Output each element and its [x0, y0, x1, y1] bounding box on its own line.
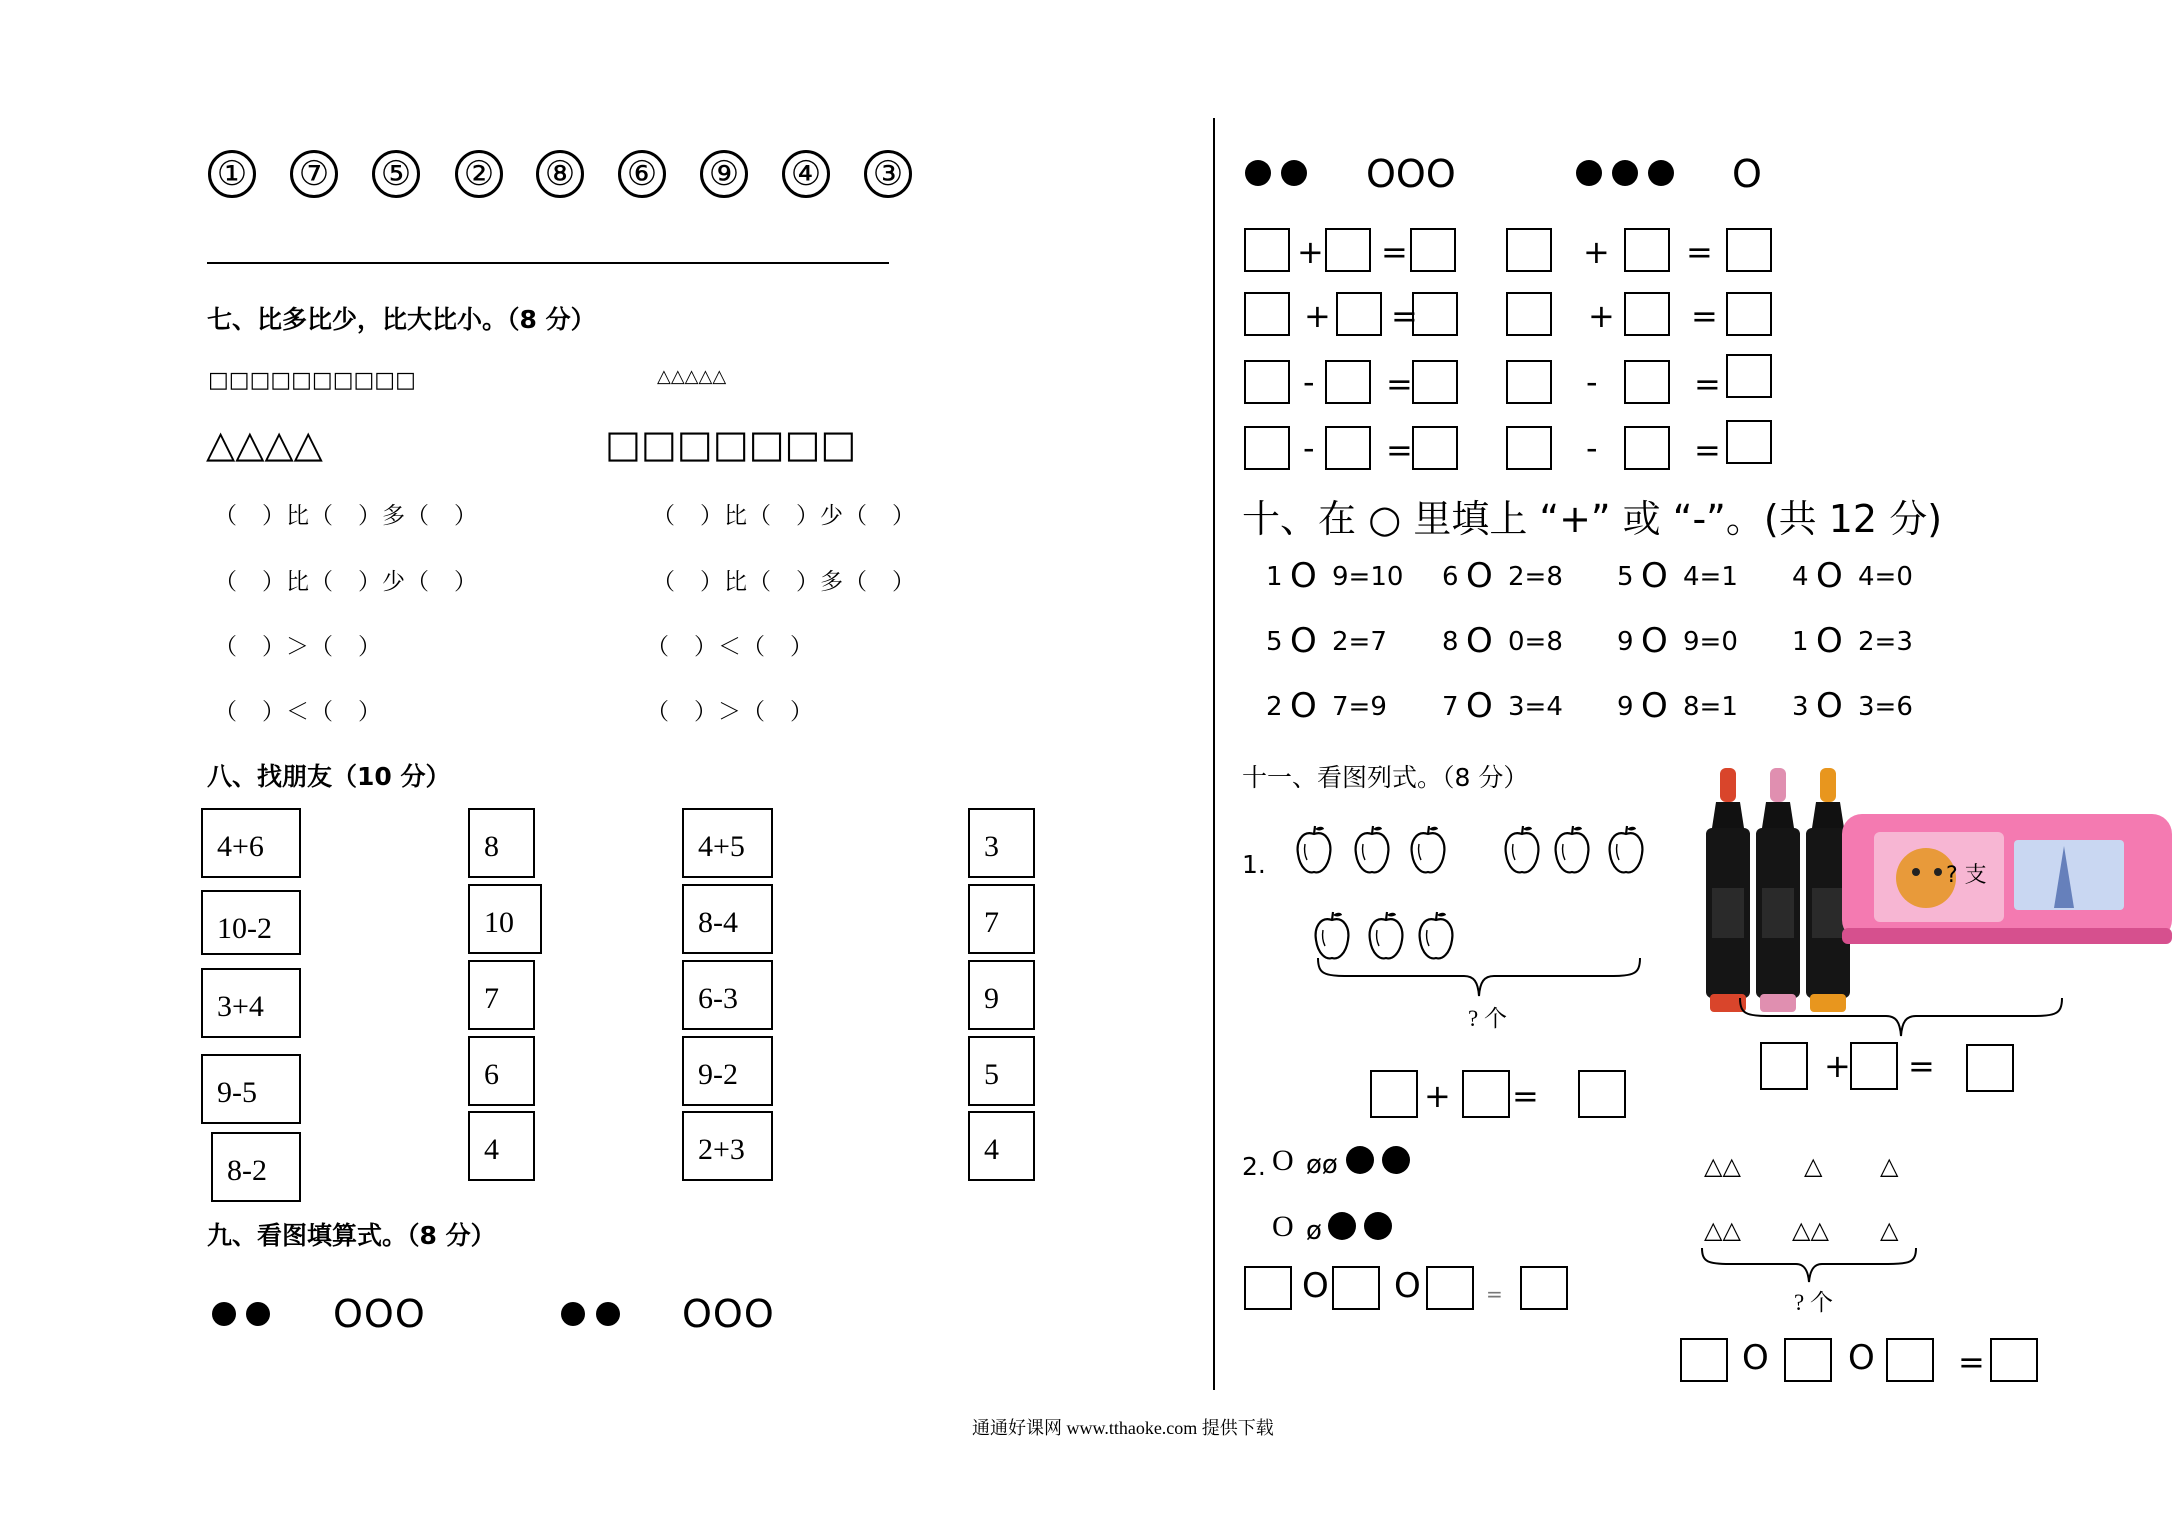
- equals-sign: =: [1694, 431, 1721, 469]
- match-box[interactable]: [968, 1036, 1035, 1106]
- triangle-group: △: [1880, 1152, 1899, 1180]
- equals-sign: =: [1512, 1077, 1539, 1115]
- compare-left-1: （ ）比（ ）多（ ）: [214, 503, 478, 529]
- apples-illustration: [1290, 818, 1660, 968]
- match-box[interactable]: [201, 808, 301, 878]
- answer-box[interactable]: [1506, 228, 1552, 272]
- sign-fill-result: 7=9: [1332, 692, 1387, 722]
- answer-box[interactable]: [1412, 426, 1458, 470]
- answer-box[interactable]: [1886, 1338, 1934, 1382]
- compare-right-2: （ ）比（ ）多（ ）: [652, 569, 916, 595]
- operator-circle[interactable]: O: [1816, 686, 1843, 726]
- brace: [1738, 996, 2064, 1042]
- sign-fill-first-number: 9: [1617, 627, 1634, 657]
- sign-fill-result: 2=7: [1332, 627, 1387, 657]
- minus-sign: -: [1303, 363, 1315, 401]
- match-box[interactable]: [682, 960, 773, 1030]
- plus-sign: +: [1583, 233, 1610, 271]
- section8-title: 八、找朋友（10 分）: [207, 762, 451, 791]
- apple-icon: [1420, 912, 1453, 958]
- sign-fill-first-number: 8: [1442, 627, 1459, 657]
- match-box[interactable]: [468, 1111, 535, 1181]
- filled-dot: [1281, 160, 1307, 186]
- question-label: 2.: [1242, 1152, 1266, 1181]
- filled-dot: [1346, 1146, 1374, 1174]
- match-box[interactable]: [468, 884, 542, 954]
- minus-sign: -: [1303, 429, 1315, 467]
- match-box-text: 7: [984, 906, 999, 939]
- match-box[interactable]: [468, 960, 535, 1030]
- circled-number: ⑥: [618, 150, 666, 198]
- answer-box[interactable]: [1760, 1042, 1808, 1090]
- answer-box[interactable]: [1966, 1044, 2014, 1092]
- circled-number: ③: [864, 150, 912, 198]
- match-box-text: 4+6: [217, 830, 264, 863]
- answer-box[interactable]: [1336, 292, 1382, 336]
- apple-icon: [1610, 826, 1643, 872]
- sign-fill-result: 3=6: [1858, 692, 1913, 722]
- answer-box[interactable]: [1520, 1266, 1568, 1310]
- match-box-text: 9: [984, 982, 999, 1015]
- crossed-circle: ø: [1306, 1216, 1322, 1246]
- match-box-text: 3+4: [217, 990, 264, 1023]
- match-box[interactable]: [682, 884, 773, 954]
- answer-box[interactable]: [1726, 420, 1772, 464]
- answer-box[interactable]: [1726, 354, 1772, 398]
- plus-sign: +: [1588, 297, 1615, 335]
- question-count: ? 个: [1794, 1290, 1833, 1315]
- plus-sign: +: [1297, 233, 1324, 271]
- match-box[interactable]: [201, 890, 301, 955]
- match-box-text: 10-2: [217, 912, 272, 945]
- section7-title: 七、比多比少，比大比小。（8 分）: [207, 305, 596, 334]
- answer-box[interactable]: [1325, 228, 1371, 272]
- filled-dot: [246, 1302, 270, 1326]
- filled-dot: [1245, 160, 1271, 186]
- match-box-text: 6: [484, 1058, 499, 1091]
- compare-right-1: （ ）比（ ）少（ ）: [652, 503, 916, 529]
- operator-circle[interactable]: O: [1742, 1338, 1769, 1378]
- operator-circle[interactable]: O: [1394, 1266, 1421, 1306]
- answer-box[interactable]: [1624, 292, 1670, 336]
- answer-box[interactable]: [1244, 1266, 1292, 1310]
- circled-number: ⑦: [290, 150, 338, 198]
- sign-fill-result: 4=0: [1858, 562, 1913, 592]
- match-box-text: 2+3: [698, 1133, 745, 1166]
- equals-sign: =: [1386, 431, 1413, 469]
- answer-box[interactable]: [1412, 292, 1458, 336]
- operator-circle[interactable]: O: [1290, 556, 1317, 596]
- answer-box[interactable]: [1726, 228, 1772, 272]
- marker-icon: [1706, 768, 1750, 1012]
- answer-box[interactable]: [1325, 426, 1371, 470]
- apple-icon: [1506, 826, 1539, 872]
- match-box-text: 3: [984, 830, 999, 863]
- sign-fill-result: 9=0: [1683, 627, 1738, 657]
- match-box[interactable]: [682, 808, 773, 878]
- pencil-case-icon: [1842, 814, 2172, 944]
- hollow-circles: OOO: [682, 1292, 775, 1336]
- answer-box[interactable]: [1624, 360, 1670, 404]
- triangle-group: △: [1804, 1152, 1823, 1180]
- small-triangles: △△△△△: [657, 366, 727, 387]
- answer-box[interactable]: [1462, 1070, 1510, 1118]
- match-box-text: 9-2: [698, 1058, 738, 1091]
- match-box-text: 8-2: [227, 1154, 267, 1187]
- compare-left-4: （ ）＜（ ）: [214, 699, 382, 725]
- hollow-circle: O: [1272, 1210, 1294, 1243]
- answer-box[interactable]: [1244, 292, 1290, 336]
- match-box-text: 8-4: [698, 906, 738, 939]
- filled-dot: [1576, 160, 1602, 186]
- operator-circle[interactable]: O: [1290, 686, 1317, 726]
- circled-number: ⑧: [536, 150, 584, 198]
- brace: [1316, 956, 1642, 1002]
- match-box[interactable]: [968, 1111, 1035, 1181]
- sign-fill-result: 9=10: [1332, 562, 1404, 592]
- match-box[interactable]: [201, 1054, 301, 1124]
- equals-sign: =: [1386, 365, 1413, 403]
- minus-sign: -: [1586, 429, 1598, 467]
- big-squares: □□□□□□□: [605, 422, 857, 466]
- match-box[interactable]: [682, 1111, 773, 1181]
- match-box[interactable]: [968, 960, 1035, 1030]
- sign-fill-first-number: 4: [1792, 562, 1809, 592]
- filled-dot: [1612, 160, 1638, 186]
- answer-box[interactable]: [1680, 1338, 1728, 1382]
- answer-box[interactable]: [1990, 1338, 2038, 1382]
- answer-box[interactable]: [1426, 1266, 1474, 1310]
- hollow-circle: O: [1272, 1144, 1294, 1177]
- answer-box[interactable]: [1784, 1338, 1832, 1382]
- equals-sign: =: [1694, 365, 1721, 403]
- apple-icon: [1356, 826, 1389, 872]
- operator-circle[interactable]: O: [1848, 1338, 1875, 1378]
- filled-dot: [596, 1302, 620, 1326]
- hollow-circle: O: [1732, 152, 1762, 196]
- equals-sign: =: [1391, 297, 1418, 335]
- filled-dot: [1382, 1146, 1410, 1174]
- footer-text: 通通好课网 www.tthaoke.com 提供下载: [972, 1418, 1274, 1438]
- sign-fill-result: 2=3: [1858, 627, 1913, 657]
- equals-sign: =: [1958, 1343, 1985, 1381]
- sign-fill-first-number: 3: [1792, 692, 1809, 722]
- answer-box[interactable]: [1332, 1266, 1380, 1310]
- pencil-case-count: ? 支: [1946, 863, 1987, 888]
- sign-fill-first-number: 9: [1617, 692, 1634, 722]
- triangle-group: △△: [1704, 1216, 1741, 1244]
- match-box-text: 9-5: [217, 1076, 257, 1109]
- sign-fill-first-number: 7: [1442, 692, 1459, 722]
- filled-dot: [1328, 1212, 1356, 1240]
- plus-sign: +: [1824, 1047, 1851, 1085]
- sign-fill-first-number: 5: [1617, 562, 1634, 592]
- section10-title: 十、在 ○ 里填上 “+” 或 “-”。(共 12 分): [1242, 497, 1943, 541]
- small-squares: □□□□□□□□□□: [208, 368, 416, 393]
- hollow-circles: OOO: [333, 1292, 426, 1336]
- markers-and-pencil-case-picture: [1694, 760, 2174, 1016]
- equals-sign: =: [1381, 233, 1408, 271]
- answer-box[interactable]: [1244, 228, 1290, 272]
- apple-icon: [1412, 826, 1445, 872]
- answer-box[interactable]: [1370, 1070, 1418, 1118]
- circled-number: ②: [455, 150, 503, 198]
- sign-fill-first-number: 2: [1266, 692, 1283, 722]
- triangle-group: △△: [1704, 1152, 1741, 1180]
- answer-box[interactable]: [1325, 360, 1371, 404]
- match-box-text: 4: [484, 1133, 499, 1166]
- apple-icon: [1556, 826, 1589, 872]
- compare-left-3: （ ）＞（ ）: [214, 634, 382, 660]
- filled-dot: [561, 1302, 585, 1326]
- answer-box[interactable]: [1410, 228, 1456, 272]
- answer-box[interactable]: [1506, 426, 1552, 470]
- equals-sign: =: [1486, 1282, 1503, 1306]
- match-box-text: 4: [984, 1133, 999, 1166]
- sign-fill-first-number: 1: [1792, 627, 1809, 657]
- triangle-group: △: [1880, 1216, 1899, 1244]
- hollow-circles: OOO: [1366, 152, 1456, 196]
- match-box[interactable]: [968, 884, 1035, 954]
- minus-sign: -: [1586, 363, 1598, 401]
- apple-icon: [1370, 912, 1403, 958]
- circled-number: ④: [782, 150, 830, 198]
- answer-box[interactable]: [1850, 1042, 1898, 1090]
- operator-circle[interactable]: O: [1302, 1266, 1329, 1306]
- match-box-text: 10: [484, 906, 514, 939]
- answer-box[interactable]: [1506, 292, 1552, 336]
- equals-sign: =: [1908, 1047, 1935, 1085]
- crossed-circles: øø: [1306, 1150, 1338, 1180]
- answer-box[interactable]: [1624, 426, 1670, 470]
- page-divider: [1213, 118, 1215, 1390]
- answer-box[interactable]: [1244, 426, 1290, 470]
- compare-right-3: （ ）＜（ ）: [646, 634, 814, 660]
- match-box[interactable]: [682, 1036, 773, 1106]
- answer-box[interactable]: [1578, 1070, 1626, 1118]
- match-box[interactable]: [468, 808, 535, 878]
- equals-sign: =: [1686, 233, 1713, 271]
- operator-circle[interactable]: O: [1816, 556, 1843, 596]
- marker-icon: [1756, 768, 1800, 1012]
- filled-dot: [1648, 160, 1674, 186]
- sign-fill-result: 2=8: [1508, 562, 1563, 592]
- big-triangles: △△△△: [206, 422, 323, 466]
- answer-box[interactable]: [1244, 360, 1290, 404]
- sign-fill-first-number: 1: [1266, 562, 1283, 592]
- question-count: ? 个: [1468, 1006, 1507, 1031]
- circled-number: ⑤: [372, 150, 420, 198]
- operator-circle[interactable]: O: [1641, 556, 1668, 596]
- answer-box[interactable]: [1726, 292, 1772, 336]
- match-box-text: 5: [984, 1058, 999, 1091]
- sign-fill-first-number: 5: [1266, 627, 1283, 657]
- sign-fill-result: 4=1: [1683, 562, 1738, 592]
- filled-dot: [212, 1302, 236, 1326]
- section11-title: 十一、看图列式。（8 分）: [1242, 763, 1529, 792]
- match-box[interactable]: [201, 968, 301, 1038]
- circled-number: ⑨: [700, 150, 748, 198]
- match-box[interactable]: [211, 1132, 301, 1202]
- brace: [1700, 1246, 1918, 1286]
- apple-icon: [1298, 826, 1331, 872]
- plus-sign: +: [1424, 1077, 1451, 1115]
- question-label: 1.: [1242, 850, 1266, 879]
- match-box-text: 8: [484, 830, 499, 863]
- operator-circle[interactable]: O: [1641, 621, 1668, 661]
- filled-dot: [1364, 1212, 1392, 1240]
- operator-circle[interactable]: O: [1816, 621, 1843, 661]
- sign-fill-result: 0=8: [1508, 627, 1563, 657]
- compare-right-4: （ ）＞（ ）: [646, 699, 814, 725]
- answer-line: [207, 262, 889, 264]
- answer-box[interactable]: [1412, 360, 1458, 404]
- triangle-group: △△: [1792, 1216, 1829, 1244]
- circled-number: ①: [208, 150, 256, 198]
- match-box[interactable]: [968, 808, 1035, 878]
- operator-circle[interactable]: O: [1290, 621, 1317, 661]
- sign-fill-result: 8=1: [1683, 692, 1738, 722]
- match-box-text: 6-3: [698, 982, 738, 1015]
- section9-title: 九、看图填算式。（8 分）: [207, 1221, 496, 1250]
- match-box[interactable]: [468, 1036, 535, 1106]
- sign-fill-first-number: 6: [1442, 562, 1459, 592]
- operator-circle[interactable]: O: [1466, 686, 1493, 726]
- match-box-text: 4+5: [698, 830, 745, 863]
- compare-left-2: （ ）比（ ）少（ ）: [214, 569, 478, 595]
- operator-circle[interactable]: O: [1641, 686, 1668, 726]
- answer-box[interactable]: [1624, 228, 1670, 272]
- apple-icon: [1316, 912, 1349, 958]
- sign-fill-result: 3=4: [1508, 692, 1563, 722]
- match-box-text: 7: [484, 982, 499, 1015]
- equals-sign: =: [1691, 297, 1718, 335]
- plus-sign: +: [1304, 297, 1331, 335]
- operator-circle[interactable]: O: [1466, 621, 1493, 661]
- operator-circle[interactable]: O: [1466, 556, 1493, 596]
- answer-box[interactable]: [1506, 360, 1552, 404]
